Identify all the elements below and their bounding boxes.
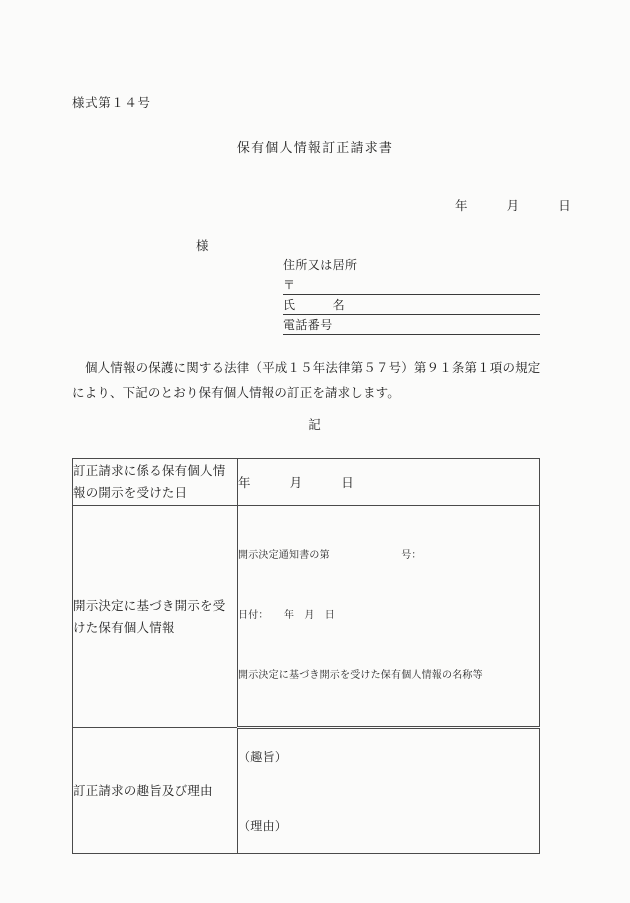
legal-statement: 個人情報の保護に関する法律（平成１５年法律第５７号）第９１条第１項の規定により、下記のとおり保有個人情報の訂正を請求します。 [72,360,541,400]
postal-code-field[interactable]: 〒 [283,275,540,295]
date-line: 年 月 日 [455,198,572,213]
notice-date-line: 日付： 年 月 日 [238,610,335,621]
form-number: 様式第１４号 [72,95,151,110]
request-purpose-reason-value[interactable] [238,728,540,854]
note-marker: 記 [308,417,322,432]
request-details-table [72,458,539,854]
table-row [73,506,540,728]
notice-number-line: 開示決定通知書の第 号： [238,550,422,561]
disclosure-received-date-label: 訂正請求に係る保有個人情報の開示を受けた日 [73,459,238,506]
table-row [73,728,540,854]
disclosed-information-value[interactable] [238,506,540,728]
phone-number-field[interactable]: 電話番号 [283,315,540,335]
name-field[interactable]: 氏 名 [283,295,540,315]
reason-label: （理由） [238,819,288,833]
addressee-honorific: 様 [196,238,210,253]
disclosure-received-date-value[interactable]: 年 月 日 [238,459,540,506]
table-row [73,459,540,506]
address-label: 住所又は居所 [283,258,358,272]
applicant-block [283,255,540,335]
request-purpose-reason-label: 訂正請求の趣旨及び理由 [73,728,238,854]
page-title: 保有個人情報訂正請求書 [236,141,394,156]
purpose-label: （趣旨） [238,750,288,764]
information-name-line: 開示決定に基づき開示を受けた保有個人情報の名称等 [238,670,483,681]
disclosed-information-label: 開示決定に基づき開示を受けた保有個人情報 [73,506,238,728]
